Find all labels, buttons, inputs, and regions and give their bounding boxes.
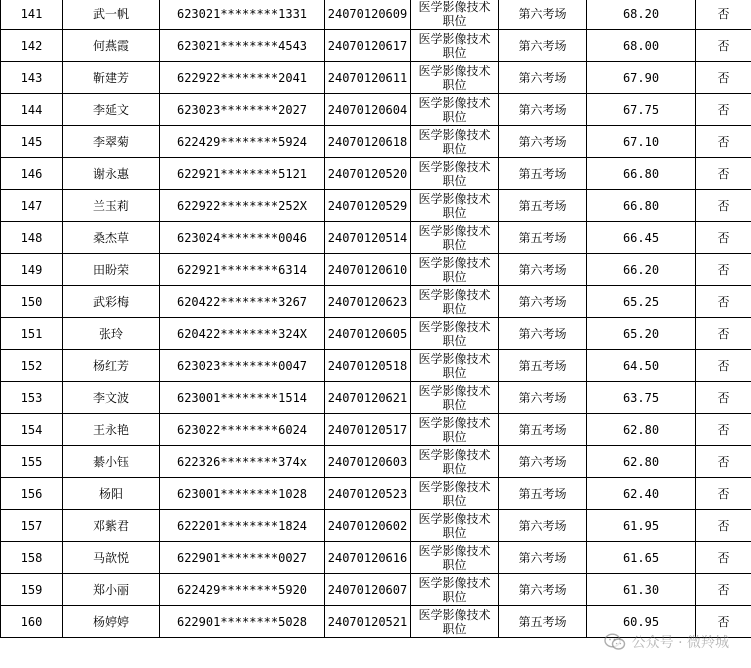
table-row bbox=[1, 286, 751, 318]
table-row bbox=[1, 126, 751, 158]
score-cell: 66.20 bbox=[587, 254, 696, 286]
row-index-cell: 145 bbox=[1, 126, 63, 158]
row-index-cell: 147 bbox=[1, 190, 63, 222]
id-number-cell: 623023********0047 bbox=[160, 350, 325, 382]
id-number-cell: 623022********6024 bbox=[160, 414, 325, 446]
score-cell: 61.65 bbox=[587, 542, 696, 574]
candidate-name-cell: 杨阳 bbox=[63, 478, 160, 510]
table-row bbox=[1, 606, 751, 638]
table-row bbox=[1, 158, 751, 190]
exam-room-cell: 第五考场 bbox=[499, 350, 587, 382]
ticket-number-cell: 24070120602 bbox=[325, 510, 411, 542]
id-number-cell: 623001********1028 bbox=[160, 478, 325, 510]
ticket-number-cell: 24070120520 bbox=[325, 158, 411, 190]
position-name-cell: 医学影像技术 职位 bbox=[411, 62, 499, 94]
id-number-cell: 622922********2041 bbox=[160, 62, 325, 94]
ticket-number-cell: 24070120604 bbox=[325, 94, 411, 126]
table-row bbox=[1, 30, 751, 62]
exam-room-cell: 第五考场 bbox=[499, 606, 587, 638]
score-cell: 60.95 bbox=[587, 606, 696, 638]
position-name-cell: 医学影像技术 职位 bbox=[411, 222, 499, 254]
ticket-number-cell: 24070120603 bbox=[325, 446, 411, 478]
candidate-name-cell: 綦小钰 bbox=[63, 446, 160, 478]
row-index-cell: 149 bbox=[1, 254, 63, 286]
ticket-number-cell: 24070120611 bbox=[325, 62, 411, 94]
table-row bbox=[1, 62, 751, 94]
candidate-name-cell: 马歆悦 bbox=[63, 542, 160, 574]
table-row bbox=[1, 222, 751, 254]
table-row bbox=[1, 478, 751, 510]
ticket-number-cell: 24070120607 bbox=[325, 574, 411, 606]
score-cell: 66.80 bbox=[587, 190, 696, 222]
exam-room-cell: 第六考场 bbox=[499, 446, 587, 478]
candidate-name-cell: 张玲 bbox=[63, 318, 160, 350]
id-number-cell: 623024********0046 bbox=[160, 222, 325, 254]
table-row bbox=[1, 382, 751, 414]
table-row bbox=[1, 510, 751, 542]
interview-flag-cell: 否 bbox=[696, 0, 751, 30]
interview-flag-cell: 否 bbox=[696, 30, 751, 62]
position-name-cell: 医学影像技术 职位 bbox=[411, 606, 499, 638]
score-cell: 68.20 bbox=[587, 0, 696, 30]
exam-room-cell: 第六考场 bbox=[499, 30, 587, 62]
row-index-cell: 150 bbox=[1, 286, 63, 318]
candidate-name-cell: 邓紫君 bbox=[63, 510, 160, 542]
id-number-cell: 620422********3267 bbox=[160, 286, 325, 318]
interview-flag-cell: 否 bbox=[696, 382, 751, 414]
row-index-cell: 151 bbox=[1, 318, 63, 350]
position-name-cell: 医学影像技术 职位 bbox=[411, 478, 499, 510]
ticket-number-cell: 24070120521 bbox=[325, 606, 411, 638]
interview-flag-cell: 否 bbox=[696, 94, 751, 126]
candidate-name-cell: 靳建芳 bbox=[63, 62, 160, 94]
ticket-number-cell: 24070120514 bbox=[325, 222, 411, 254]
candidate-name-cell: 李延文 bbox=[63, 94, 160, 126]
row-index-cell: 152 bbox=[1, 350, 63, 382]
table-row bbox=[1, 446, 751, 478]
id-number-cell: 622429********5924 bbox=[160, 126, 325, 158]
position-name-cell: 医学影像技术 职位 bbox=[411, 190, 499, 222]
table-row bbox=[1, 190, 751, 222]
ticket-number-cell: 24070120618 bbox=[325, 126, 411, 158]
table-row bbox=[1, 254, 751, 286]
id-number-cell: 623021********4543 bbox=[160, 30, 325, 62]
score-cell: 67.10 bbox=[587, 126, 696, 158]
interview-flag-cell: 否 bbox=[696, 222, 751, 254]
score-cell: 61.30 bbox=[587, 574, 696, 606]
ticket-number-cell: 24070120617 bbox=[325, 30, 411, 62]
position-name-cell: 医学影像技术 职位 bbox=[411, 158, 499, 190]
position-name-cell: 医学影像技术 职位 bbox=[411, 574, 499, 606]
id-number-cell: 623023********2027 bbox=[160, 94, 325, 126]
candidate-name-cell: 兰玉莉 bbox=[63, 190, 160, 222]
row-index-cell: 144 bbox=[1, 94, 63, 126]
interview-flag-cell: 否 bbox=[696, 414, 751, 446]
position-name-cell: 医学影像技术 职位 bbox=[411, 350, 499, 382]
ticket-number-cell: 24070120621 bbox=[325, 382, 411, 414]
exam-room-cell: 第六考场 bbox=[499, 254, 587, 286]
id-number-cell: 622922********252X bbox=[160, 190, 325, 222]
score-cell: 66.45 bbox=[587, 222, 696, 254]
exam-room-cell: 第五考场 bbox=[499, 222, 587, 254]
score-cell: 66.80 bbox=[587, 158, 696, 190]
table-row bbox=[1, 318, 751, 350]
ticket-number-cell: 24070120623 bbox=[325, 286, 411, 318]
position-name-cell: 医学影像技术 职位 bbox=[411, 510, 499, 542]
score-cell: 63.75 bbox=[587, 382, 696, 414]
table-row bbox=[1, 350, 751, 382]
row-index-cell: 141 bbox=[1, 0, 63, 30]
table-row bbox=[1, 574, 751, 606]
row-index-cell: 148 bbox=[1, 222, 63, 254]
row-index-cell: 154 bbox=[1, 414, 63, 446]
score-cell: 62.40 bbox=[587, 478, 696, 510]
watermark-text: 公众号 · 微羚城 bbox=[631, 635, 729, 651]
score-cell: 64.50 bbox=[587, 350, 696, 382]
id-number-cell: 623001********1514 bbox=[160, 382, 325, 414]
position-name-cell: 医学影像技术 职位 bbox=[411, 94, 499, 126]
score-cell: 62.80 bbox=[587, 446, 696, 478]
row-index-cell: 146 bbox=[1, 158, 63, 190]
exam-room-cell: 第六考场 bbox=[499, 318, 587, 350]
position-name-cell: 医学影像技术 职位 bbox=[411, 254, 499, 286]
id-number-cell: 622201********1824 bbox=[160, 510, 325, 542]
score-cell: 65.20 bbox=[587, 318, 696, 350]
id-number-cell: 622921********6314 bbox=[160, 254, 325, 286]
position-name-cell: 医学影像技术 职位 bbox=[411, 542, 499, 574]
candidate-name-cell: 郑小丽 bbox=[63, 574, 160, 606]
exam-room-cell: 第六考场 bbox=[499, 542, 587, 574]
table-row bbox=[1, 414, 751, 446]
score-cell: 67.75 bbox=[587, 94, 696, 126]
exam-room-cell: 第六考场 bbox=[499, 94, 587, 126]
exam-room-cell: 第六考场 bbox=[499, 0, 587, 30]
id-number-cell: 620422********324X bbox=[160, 318, 325, 350]
score-cell: 65.25 bbox=[587, 286, 696, 318]
candidate-name-cell: 王永艳 bbox=[63, 414, 160, 446]
position-name-cell: 医学影像技术 职位 bbox=[411, 126, 499, 158]
id-number-cell: 622901********5028 bbox=[160, 606, 325, 638]
position-name-cell: 医学影像技术 职位 bbox=[411, 446, 499, 478]
ticket-number-cell: 24070120518 bbox=[325, 350, 411, 382]
interview-flag-cell: 否 bbox=[696, 606, 751, 638]
id-number-cell: 622429********5920 bbox=[160, 574, 325, 606]
ticket-number-cell: 24070120529 bbox=[325, 190, 411, 222]
interview-flag-cell: 否 bbox=[696, 350, 751, 382]
ticket-number-cell: 24070120616 bbox=[325, 542, 411, 574]
position-name-cell: 医学影像技术 职位 bbox=[411, 414, 499, 446]
position-name-cell: 医学影像技术 职位 bbox=[411, 30, 499, 62]
candidate-name-cell: 何燕霞 bbox=[63, 30, 160, 62]
exam-room-cell: 第六考场 bbox=[499, 62, 587, 94]
interview-flag-cell: 否 bbox=[696, 574, 751, 606]
candidate-name-cell: 谢永惠 bbox=[63, 158, 160, 190]
position-name-cell: 医学影像技术 职位 bbox=[411, 286, 499, 318]
interview-flag-cell: 否 bbox=[696, 542, 751, 574]
score-cell: 68.00 bbox=[587, 30, 696, 62]
interview-flag-cell: 否 bbox=[696, 62, 751, 94]
score-cell: 62.80 bbox=[587, 414, 696, 446]
id-number-cell: 623021********1331 bbox=[160, 0, 325, 30]
interview-flag-cell: 否 bbox=[696, 446, 751, 478]
interview-flag-cell: 否 bbox=[696, 190, 751, 222]
interview-flag-cell: 否 bbox=[696, 510, 751, 542]
position-name-cell: 医学影像技术 职位 bbox=[411, 318, 499, 350]
row-index-cell: 159 bbox=[1, 574, 63, 606]
row-index-cell: 160 bbox=[1, 606, 63, 638]
row-index-cell: 143 bbox=[1, 62, 63, 94]
candidate-name-cell: 田盼荣 bbox=[63, 254, 160, 286]
interview-flag-cell: 否 bbox=[696, 126, 751, 158]
exam-room-cell: 第五考场 bbox=[499, 190, 587, 222]
exam-room-cell: 第六考场 bbox=[499, 574, 587, 606]
candidate-name-cell: 李翠菊 bbox=[63, 126, 160, 158]
row-index-cell: 153 bbox=[1, 382, 63, 414]
row-index-cell: 158 bbox=[1, 542, 63, 574]
ticket-number-cell: 24070120523 bbox=[325, 478, 411, 510]
interview-flag-cell: 否 bbox=[696, 158, 751, 190]
candidate-name-cell: 武彩梅 bbox=[63, 286, 160, 318]
exam-room-cell: 第六考场 bbox=[499, 286, 587, 318]
exam-room-cell: 第五考场 bbox=[499, 478, 587, 510]
row-index-cell: 155 bbox=[1, 446, 63, 478]
ticket-number-cell: 24070120609 bbox=[325, 0, 411, 30]
table-row bbox=[1, 94, 751, 126]
exam-room-cell: 第六考场 bbox=[499, 382, 587, 414]
score-cell: 67.90 bbox=[587, 62, 696, 94]
table-body bbox=[1, 0, 751, 638]
ticket-number-cell: 24070120517 bbox=[325, 414, 411, 446]
exam-room-cell: 第五考场 bbox=[499, 414, 587, 446]
candidate-name-cell: 李文波 bbox=[63, 382, 160, 414]
interview-flag-cell: 否 bbox=[696, 286, 751, 318]
interview-flag-cell: 否 bbox=[696, 478, 751, 510]
ticket-number-cell: 24070120610 bbox=[325, 254, 411, 286]
row-index-cell: 156 bbox=[1, 478, 63, 510]
id-number-cell: 622901********0027 bbox=[160, 542, 325, 574]
position-name-cell: 医学影像技术 职位 bbox=[411, 0, 499, 30]
position-name-cell: 医学影像技术 职位 bbox=[411, 382, 499, 414]
candidate-name-cell: 杨婷婷 bbox=[63, 606, 160, 638]
candidate-name-cell: 武一帆 bbox=[63, 0, 160, 30]
interview-flag-cell: 否 bbox=[696, 318, 751, 350]
id-number-cell: 622326********374x bbox=[160, 446, 325, 478]
exam-room-cell: 第六考场 bbox=[499, 510, 587, 542]
exam-room-cell: 第五考场 bbox=[499, 158, 587, 190]
candidate-name-cell: 桑杰草 bbox=[63, 222, 160, 254]
candidate-name-cell: 杨红芳 bbox=[63, 350, 160, 382]
score-cell: 61.95 bbox=[587, 510, 696, 542]
table-row bbox=[1, 0, 751, 30]
row-index-cell: 142 bbox=[1, 30, 63, 62]
interview-flag-cell: 否 bbox=[696, 254, 751, 286]
row-index-cell: 157 bbox=[1, 510, 63, 542]
ticket-number-cell: 24070120605 bbox=[325, 318, 411, 350]
exam-room-cell: 第六考场 bbox=[499, 126, 587, 158]
id-number-cell: 622921********5121 bbox=[160, 158, 325, 190]
table-row bbox=[1, 542, 751, 574]
